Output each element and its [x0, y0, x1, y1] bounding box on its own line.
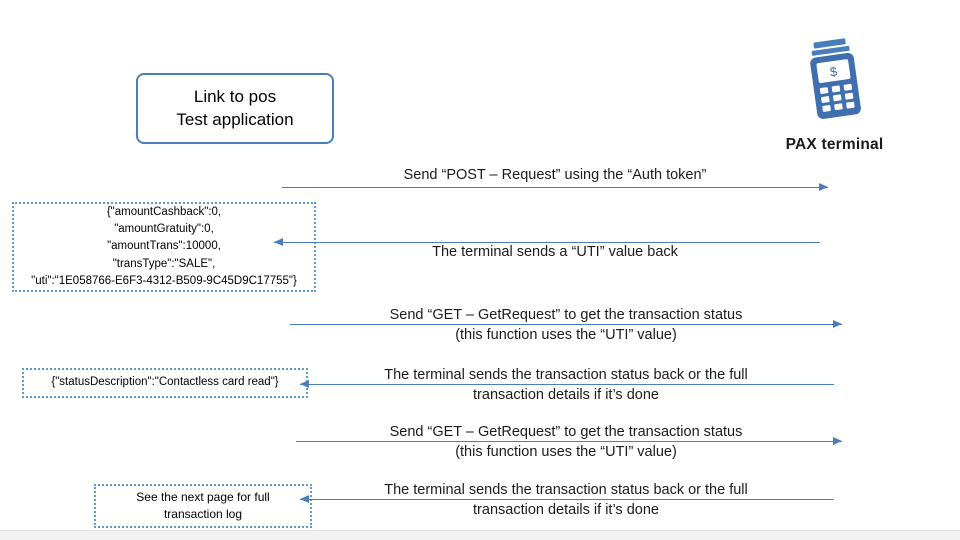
- caption-status-back-2-line2: transaction details if it’s done: [473, 501, 659, 518]
- caption-get-request-status-2-line1: Send “GET – GetRequest” to get the transaction status: [389, 424, 743, 440]
- note-request-payload-line2: "amountGratuity":0,: [114, 223, 214, 236]
- caption-get-request-status-1-line1: Send “GET – GetRequest” to get the transaction status: [389, 307, 743, 323]
- caption-status-back-1-line2: transaction details if it’s done: [473, 386, 659, 403]
- note-request-payload-line3: "amountTrans":10000,: [107, 240, 221, 253]
- arrow-get-request-status-2: [296, 437, 842, 447]
- actor-link-to-pos-line1: Link to pos: [193, 86, 277, 106]
- arrow-get-request-status-2-line: [296, 441, 842, 442]
- note-next-page-line2: transaction log: [163, 507, 243, 521]
- caption-get-request-status-1-line2: (this function uses the “UTI” value): [455, 326, 677, 343]
- note-request-payload-line4: "transType":"SALE",: [112, 257, 216, 270]
- pax-terminal-label: PAX terminal: [785, 136, 884, 153]
- arrow-post-request-head: [819, 183, 828, 191]
- note-request-payload-line1: {"amountCashback":0,: [106, 205, 222, 218]
- arrow-get-request-status-2-head: [833, 437, 842, 445]
- actor-link-to-pos-line2: Test application: [176, 109, 294, 129]
- arrow-status-back-2-head: [300, 495, 309, 503]
- caption-status-back-2-line1: The terminal sends the transaction status back or the full: [384, 482, 748, 498]
- caption-uti-value-back-line1: The terminal sends a “UTI” value back: [432, 244, 678, 260]
- note-status-description: [22, 368, 308, 398]
- arrow-status-back-1-head: [300, 380, 309, 388]
- note-request-payload: [12, 202, 316, 292]
- arrow-uti-value-back: [274, 238, 820, 248]
- arrow-status-back-2-line: [300, 499, 834, 500]
- arrow-get-request-status-1-head: [833, 320, 842, 328]
- caption-status-back-1-line1: The terminal sends the transaction status back or the full: [384, 367, 748, 383]
- arrow-uti-value-back-line: [274, 242, 820, 243]
- arrow-status-back-2: [300, 495, 834, 505]
- caption-post-request-line1: Send “POST – Request” using the “Auth token”: [403, 167, 707, 183]
- arrow-uti-value-back-head: [274, 238, 283, 246]
- arrow-get-request-status-1-line: [290, 324, 842, 325]
- svg-text:$: $: [828, 63, 838, 80]
- actor-link-to-pos: [136, 73, 334, 144]
- note-status-description-line1: {"statusDescription":"Contactless card read"}: [51, 376, 279, 389]
- note-next-page: [94, 484, 312, 528]
- arrow-post-request-line: [282, 187, 828, 188]
- caption-get-request-status-2-line2: (this function uses the “UTI” value): [455, 443, 677, 460]
- actor-pax-terminal: [762, 38, 907, 154]
- note-next-page-line1: See the next page for full: [136, 490, 270, 505]
- pax-terminal-icon: [762, 38, 907, 126]
- arrow-get-request-status-1: [290, 320, 842, 330]
- slide-bottom-strip: [0, 530, 960, 540]
- note-request-payload-line5: "uti":"1E058766-E6F3-4312-B509-9C45D9C17755"}: [31, 274, 297, 287]
- arrow-status-back-1-line: [300, 384, 834, 385]
- arrow-status-back-1: [300, 380, 834, 390]
- arrow-post-request: [282, 183, 828, 193]
